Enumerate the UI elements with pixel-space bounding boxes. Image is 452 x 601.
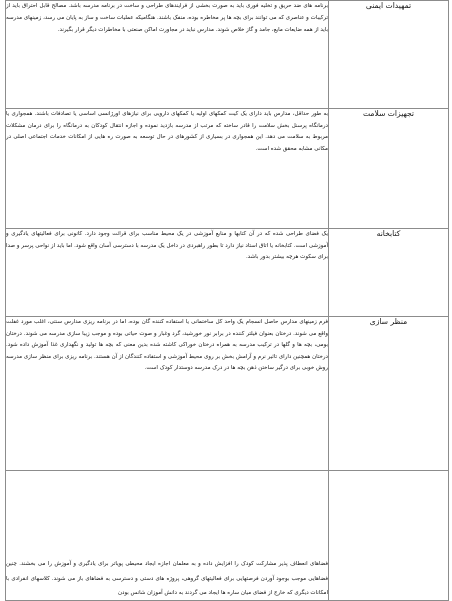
- features-table: [5, 0, 449, 601]
- row-label-cell: [329, 1, 449, 109]
- row-text-cell: [6, 109, 329, 229]
- row-label-safety: تمهیدات ایمنی: [365, 1, 412, 10]
- row-text-cell: [6, 229, 329, 317]
- row-label-cell: [329, 109, 449, 229]
- row-label-cell: [329, 471, 449, 601]
- row-label-library: کتابخانه: [376, 229, 401, 238]
- row-text-health: به طور حداقل، مدارس باید دارای یک کیت کمکهای اولیه یا کمکهای دارویی برای نیازهای اورژانسی اساسی یا تصادفات باشند. همجواری یا درمانگاه پرسنل بخش سلامت را قادر ساخته که مرتب از مدرسه بازدید نموده و اجازه انتقال کودکان به درمانگاه را برای درمان مشکلات مربوط به سلامت می دهد. این همجواری در بسیاری از کشورهای در حال توسعه به صورت ره هایی از امکانات خدمات اجتماعی اصلی در مکانی مشابه محقق شده است.: [6, 111, 328, 152]
- row-text-landscaping: فرم زمینهای مدارس حاصل انسجام یک واحد کل ساختمانی یا استفاده کننده گان بوده، اما در برنامه ریزی مدارس سنتی، اغلب مورد غفلت واقع می شوند. درختان بعنوان فیلتر کننده در برابر نور خورشید، گرد وغبار و صوت حیاتی بوده و موجب زیبا سازی مدرسه می شوند. درختان بومی، بچه ها و گلها در تركيب مدرسه به همراه درختان خوراکی کاشته شده بدین معنی که بچه ها تولید و نگهداری غذا آموزش داده شود. درختان همچنین دارای تاثیر نرم و آرامش بخش بر روی محیط آموزشی و استفاده کنندگان از آن هستند. برنامه ریزی برای منظر سازی مدرسه روش خوبی برای درگیر ساختن ذهن بچه ها در درک مدرسه دوستدار کودک است.: [6, 319, 328, 372]
- table-row: [6, 1, 449, 109]
- row-text-cell: [6, 1, 329, 109]
- row-text-cell: [6, 471, 329, 601]
- table-row: [6, 317, 449, 471]
- row-text-library: یک فضای طراحی شده که در آن کتابها و منابع آموزشی در یک محیط مناسب برای قرائت وجود دارد. کانونی برای فعالیتهای یادگیری و آموزشی است. کتابخانه یا اتاق استاد نیاز دارد تا بطور راهبردی در داخل یک مدرسه با دسترسی آسان واقع شود. اما باید از نواحی پرسر و صدا برای سکوت هرچه بیشتر بدور باشد.: [6, 231, 328, 261]
- row-text-flexible: فضاهای انعطاف پذیر مشارکت کودک را افزایش داده و به معلمان اجازه ایجاد محیطی پویاتر برای یادگیری و آموزش را می بخشند. چنین فضاهایی موجب بوجود آوردن فرصتهایی برای فعالیتهای گروهی، پروژه های دستی و دسترسی به فضاهای باز می شوند. کلاسهای انفرادی با امکانات دیگری که خارج از فضای میان ساره ها ایجاد می گردند به دانش آموزان شانس بودن: [6, 561, 328, 596]
- row-label-cell: [329, 317, 449, 471]
- row-text-cell: [6, 317, 329, 471]
- table-row: [6, 471, 449, 601]
- table-row: [6, 229, 449, 317]
- row-label-landscaping: منظر سازی: [369, 317, 408, 326]
- row-label-health: تجهیزات سلامت: [362, 109, 415, 118]
- row-text-safety: برنامه های ضد حریق و تخلیه فوری باید به صورت بخشی از فرایندهای طراحی و ساخت در برنامه مدرسه باشد. مصالح قابل احتراق باید از ترکیبات و عناصری که می توانند برای بچه ها پر مخاطره بوده، منفک باشند. هنگامیکه عملیات ساخت و ساز به پایان می رسد، زمینهای مدرسه باید از همه ضایعات مایع، جامد و گاز خلاص شوند. مدارس نباید در مجاورت اماکن صنعتی با مخاطرات دیگر قرار بگیرند.: [6, 3, 328, 33]
- row-label-cell: [329, 229, 449, 317]
- table-row: [6, 109, 449, 229]
